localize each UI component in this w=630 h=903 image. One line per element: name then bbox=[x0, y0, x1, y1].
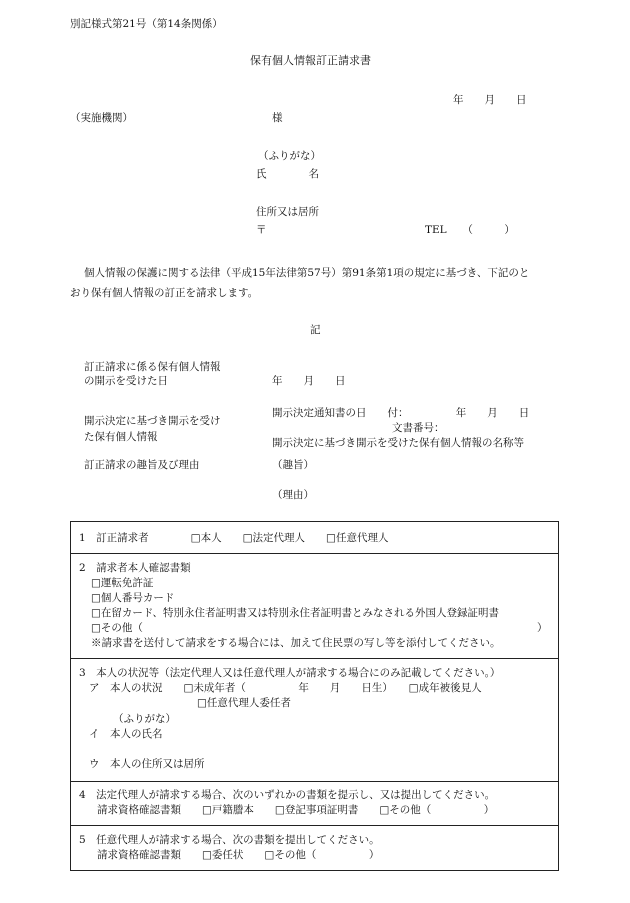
agency-label: （実施機関） bbox=[70, 112, 133, 124]
basis-value-2: 文書番号： bbox=[392, 422, 445, 434]
section-4-title: 4 法定代理人が請求する場合、次のいずれかの書類を提示し、又は提出してください。 bbox=[79, 789, 496, 801]
section-2-other: □その他（ bbox=[91, 622, 143, 634]
basis-value-3: 開示決定に基づき開示を受けた保有個人情報の名称等 bbox=[272, 437, 524, 449]
section-1-requester: 1 訂正請求者 □本人 □法定代理人 □任意代理人 bbox=[79, 532, 389, 544]
section-3-name: イ 本人の氏名 bbox=[89, 728, 163, 740]
form-id: 別記様式第21号（第14条関係） bbox=[70, 18, 223, 30]
form-title: 保有個人情報訂正請求書 bbox=[250, 54, 371, 67]
section-4-docs: 請求資格確認書類 □戸籍謄本 □登記事項証明書 □その他（ ） bbox=[97, 804, 495, 816]
divider-2 bbox=[71, 658, 558, 659]
requester-info-box bbox=[70, 521, 559, 871]
section-3-status-2: □任意代理人委任者 bbox=[197, 697, 291, 709]
postal-mark: 〒 bbox=[256, 224, 267, 236]
sama-label: 様 bbox=[272, 112, 283, 124]
section-2-other-close: ） bbox=[537, 622, 548, 634]
tel-label: TEL （ ） bbox=[425, 224, 515, 236]
section-2-residence: □在留カード、特別永住者証明書又は特別永住者証明書とみなされる外国人登録証明書 bbox=[91, 607, 499, 619]
basis-label-2: た保有個人情報 bbox=[84, 431, 158, 443]
address-label: 住所又は居所 bbox=[256, 206, 319, 218]
intro-line-1: 個人情報の保護に関する法律（平成15年法律第57号）第91条第1項の規定に基づき、下記のと bbox=[84, 267, 530, 279]
reason-intent: （趣旨） bbox=[272, 459, 314, 471]
disclosed-value: 年 月 日 bbox=[272, 375, 346, 387]
disclosed-label-2: の開示を受けた日 bbox=[84, 375, 168, 387]
furigana-label: （ふりがな） bbox=[258, 150, 321, 162]
ki-label: 記 bbox=[310, 324, 321, 336]
section-3-furigana: （ふりがな） bbox=[113, 713, 176, 725]
basis-label-1: 開示決定に基づき開示を受け bbox=[84, 415, 221, 427]
section-3-status: ア 本人の状況 □未成年者（ 年 月 日生） □成年被後見人 bbox=[89, 682, 482, 694]
section-3-title: 3 本人の状況等（法定代理人又は任意代理人が請求する場合にのみ記載してください。） bbox=[79, 667, 501, 679]
section-2-license: □運転免許証 bbox=[91, 577, 154, 589]
divider-1 bbox=[71, 553, 558, 554]
reason-label: 訂正請求の趣旨及び理由 bbox=[84, 459, 200, 471]
section-5-title: 5 任意代理人が請求する場合、次の書類を提出してください。 bbox=[79, 834, 380, 846]
section-3-address: ウ 本人の住所又は居所 bbox=[89, 758, 205, 770]
divider-4 bbox=[71, 825, 558, 826]
basis-value-1: 開示決定通知書の日 付： 年 月 日 bbox=[272, 407, 530, 419]
section-2-note: ※請求書を送付して請求をする場合には、加えて住民票の写し等を添付してください。 bbox=[91, 637, 501, 649]
section-5-docs: 請求資格確認書類 □委任状 □その他（ ） bbox=[97, 849, 380, 861]
section-2-title: 2 請求者本人確認書類 bbox=[79, 562, 191, 574]
reason-reason: （理由） bbox=[272, 489, 314, 501]
section-2-mynumber: □個人番号カード bbox=[91, 592, 175, 604]
date-line: 年 月 日 bbox=[453, 94, 527, 106]
name-label: 氏 名 bbox=[256, 168, 319, 180]
divider-3 bbox=[71, 781, 558, 782]
disclosed-label-1: 訂正請求に係る保有個人情報 bbox=[84, 361, 221, 373]
intro-line-2: おり保有個人情報の訂正を請求します。 bbox=[70, 287, 259, 299]
